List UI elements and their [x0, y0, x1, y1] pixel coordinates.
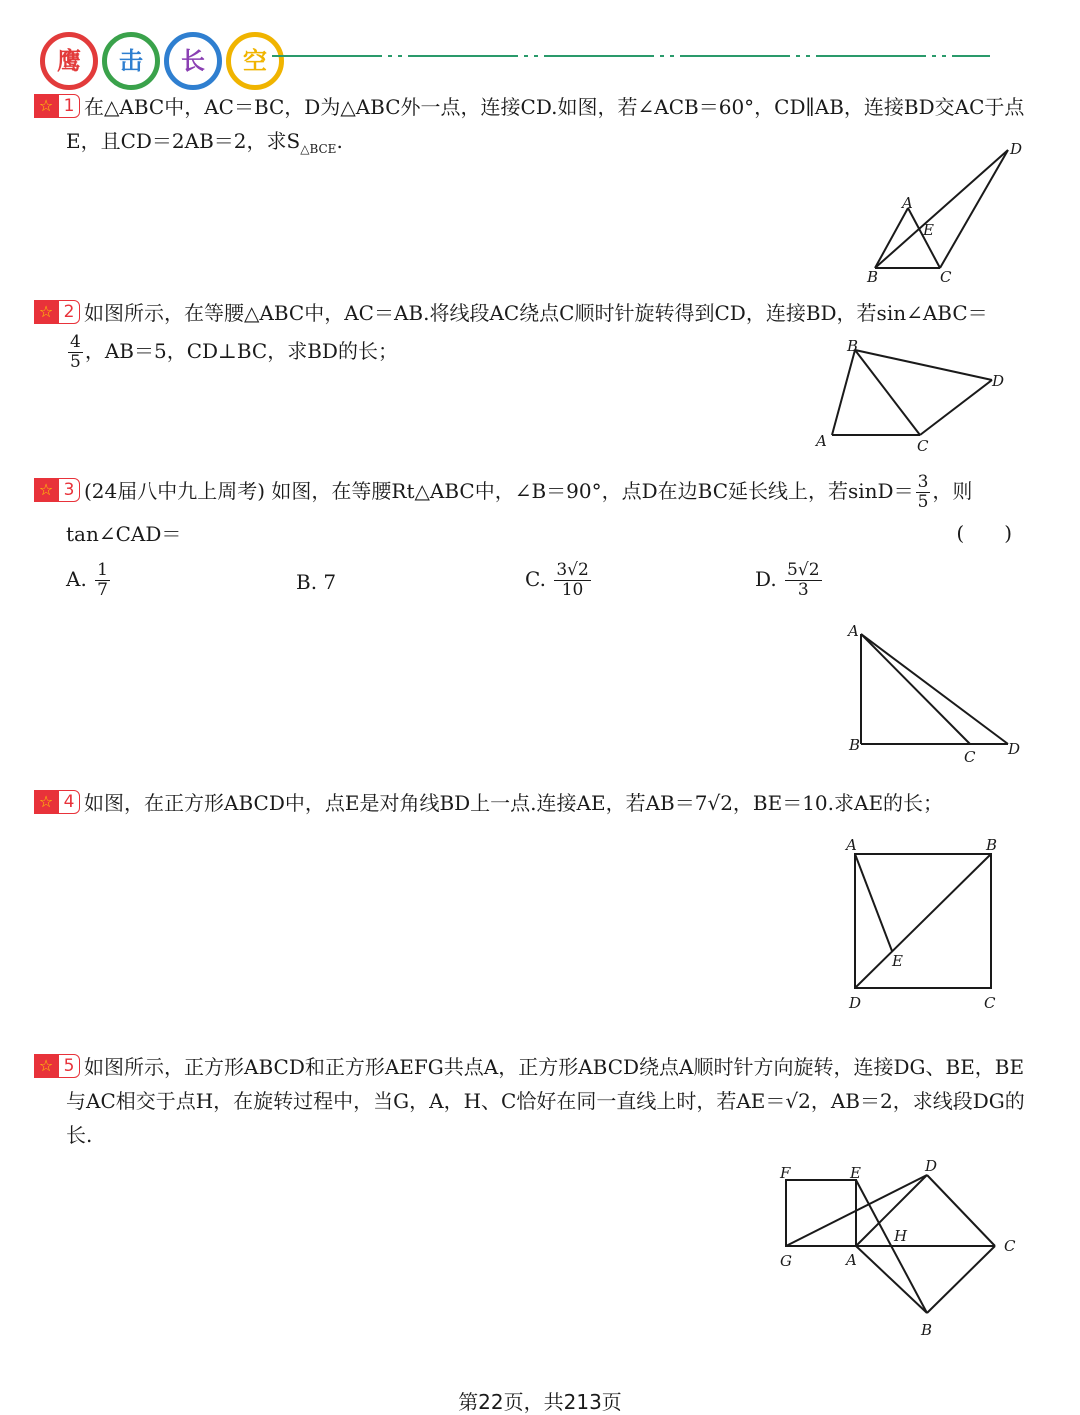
- question-1-line-1: ☆ 1 在△ABC中，AC＝BC，D为△ABC外一点，连接CD.如图，若∠ACB＝60°，CD∥AB，连接BD交AC于点: [34, 90, 1034, 124]
- question-5: [34, 1050, 1034, 1152]
- question-4: [34, 786, 1034, 820]
- fraction: $\frac{4}{5}$: [70, 332, 81, 372]
- svg-text:A: A: [848, 622, 859, 640]
- svg-text:C: C: [940, 268, 952, 286]
- option-a: A. $\frac{1}{7}$: [66, 560, 108, 600]
- svg-text:B: B: [847, 337, 859, 355]
- option-c: C. $\frac{3√2}{10}$: [525, 560, 589, 600]
- svg-text:D: D: [1010, 140, 1023, 158]
- figure-q2: [810, 336, 1020, 456]
- fraction: $\frac{3}{5}$: [917, 472, 929, 512]
- question-badge: ☆ 2: [34, 300, 82, 324]
- figure-q4: [840, 834, 1010, 1014]
- svg-text:B: B: [921, 1321, 933, 1339]
- svg-text:B: B: [867, 268, 879, 286]
- question-badge: ☆ 3: [34, 478, 82, 502]
- svg-text:E: E: [892, 952, 903, 970]
- figure-q1: [860, 140, 1030, 290]
- svg-text:F: F: [780, 1164, 791, 1182]
- svg-text:A: A: [846, 836, 857, 854]
- svg-text:E: E: [923, 221, 934, 239]
- question-5-line-2: 与AC相交于点H，在旋转过程中，当G，A，H、C恰好在同一直线上时，若AE＝√2，AB＝2，求线段DG的: [66, 1089, 1025, 1113]
- svg-text:B: B: [986, 836, 998, 854]
- star-icon: ☆: [34, 1054, 58, 1078]
- page-number: 第22页，共213页: [458, 1390, 622, 1414]
- logo-char-2: 击: [102, 32, 160, 90]
- fraction: $\frac{1}{7}$: [97, 560, 108, 600]
- svg-text:C: C: [984, 994, 996, 1012]
- question-5-line-1: ☆ 5 如图所示，正方形ABCD和正方形AEFG共点A，正方形ABCD绕点A顺时针方向旋转，连接DG、BE，BE: [34, 1050, 1034, 1084]
- svg-text:D: D: [849, 994, 862, 1012]
- svg-text:C: C: [1004, 1237, 1016, 1255]
- svg-text:A: A: [902, 194, 913, 212]
- star-icon: ☆: [34, 94, 58, 118]
- question-4-line-1: ☆ 4 如图，在正方形ABCD中，点E是对角线BD上一点.连接AE，若AB＝7√2，BE＝10.求AE的长；: [34, 786, 1034, 820]
- svg-text:E: E: [850, 1164, 861, 1182]
- question-badge: ☆ 5: [34, 1054, 82, 1078]
- option-d: D. $\frac{5√2}{3}$: [755, 560, 820, 600]
- question-1-line-2: E，且CD＝2AB＝2，求$S_{\triangle BCE}$.: [66, 129, 343, 156]
- svg-text:A: A: [816, 432, 827, 450]
- logo-char-1: 鹰: [40, 32, 98, 90]
- figure-q5: [770, 1155, 1030, 1345]
- logo-char-4: 空: [226, 32, 284, 90]
- question-3-line-2: tan∠CAD＝: [66, 522, 182, 546]
- logo-char-3: 长: [164, 32, 222, 90]
- star-icon: ☆: [34, 300, 58, 324]
- svg-text:G: G: [780, 1252, 792, 1270]
- question-badge: ☆ 1: [34, 94, 82, 118]
- svg-text:B: B: [849, 736, 861, 754]
- question-3-line-1: ☆ 3 (24届八中九上周考) 如图，在等腰Rt△ABC中，∠B＝90°，点D在边BC延长线上，若sinD＝ $\frac{3}{5}$ ，则: [34, 474, 1034, 511]
- figure-q3: [840, 620, 1030, 770]
- answer-parentheses: ( ): [956, 521, 1012, 545]
- header-divider: [272, 52, 990, 60]
- star-icon: ☆: [34, 790, 58, 814]
- svg-text:D: D: [992, 372, 1005, 390]
- fraction: $\frac{5√2}{3}$: [787, 560, 820, 600]
- question-2-line-1: ☆ 2 如图所示，在等腰△ABC中，AC＝AB.将线段AC绕点C顺时针旋转得到CD，连接BD，若sin∠ABC＝: [34, 296, 1034, 330]
- question-2-line-2: $\frac{4}{5}$ ，AB＝5，CD⊥BC，求BD的长；: [70, 332, 398, 372]
- question-3: [34, 474, 1034, 551]
- question-5-line-3: 长.: [66, 1123, 93, 1147]
- svg-text:A: A: [846, 1251, 857, 1269]
- svg-text:H: H: [894, 1227, 908, 1245]
- star-icon: ☆: [34, 478, 58, 502]
- page-header: [40, 30, 990, 82]
- fraction: $\frac{3√2}{10}$: [556, 560, 589, 600]
- svg-text:C: C: [964, 748, 976, 766]
- question-badge: ☆ 4: [34, 790, 82, 814]
- option-b: B. 7: [296, 570, 337, 594]
- svg-text:D: D: [1008, 740, 1021, 758]
- svg-text:C: C: [917, 437, 929, 455]
- svg-text:D: D: [925, 1157, 938, 1175]
